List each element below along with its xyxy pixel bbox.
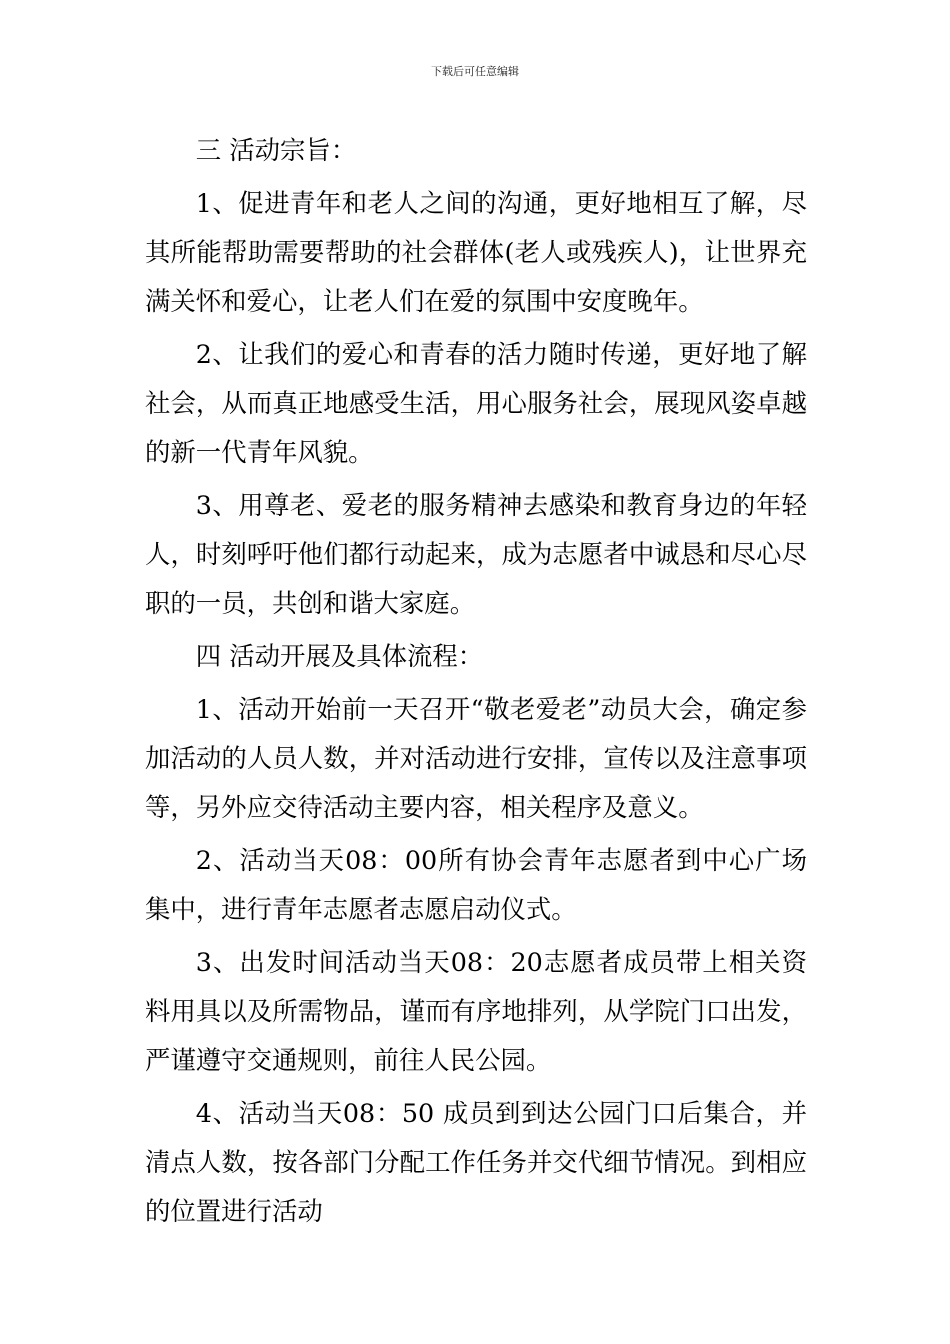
section-heading-purpose: 三 活动宗旨： [195, 135, 357, 165]
paragraph-purpose-3: 3、用尊老、爱老的服务精神去感染和教育身边的年轻人，时刻呼吁他们都行动起来，成为志愿者中诚恳和尽心尽职的一员，共创和谐大家庭。 [145, 490, 807, 618]
document-body [145, 126, 807, 1240]
paragraph-process-2: 2、活动当天08：00所有协会青年志愿者到中心广场集中，进行青年志愿者志愿启动仪式。 [145, 845, 807, 924]
section-heading-process: 四 活动开展及具体流程： [195, 641, 484, 671]
paragraph-purpose-1: 1、促进青年和老人之间的沟通，更好地相互了解，尽其所能帮助需要帮助的社会群体(老人或残疾人)，让世界充满关怀和爱心，让老人们在爱的氛围中安度晚年。 [145, 188, 807, 316]
paragraph-process-3: 3、出发时间活动当天08：20志愿者成员带上相关资料用具以及所需物品，谨而有序地排列，从学院门口出发，严谨遵守交通规则，前往人民公园。 [145, 947, 807, 1075]
paragraph-process-4: 4、活动当天08：50 成员到到达公园门口后集合，并清点人数，按各部门分配工作任务并交代细节情况。到相应的位置进行活动 [145, 1098, 807, 1226]
paragraph-purpose-2: 2、让我们的爱心和青春的活力随时传递，更好地了解社会，从而真正地感受生活，用心服务社会，展现风姿卓越的新一代青年风貌。 [145, 339, 807, 467]
paragraph-process-1: 1、活动开始前一天召开“敬老爱老”动员大会，确定参加活动的人员人数，并对活动进行安排，宣传以及注意事项等，另外应交待活动主要内容，相关程序及意义。 [145, 694, 807, 822]
page-header-note: 下载后可任意编辑 [431, 65, 519, 78]
